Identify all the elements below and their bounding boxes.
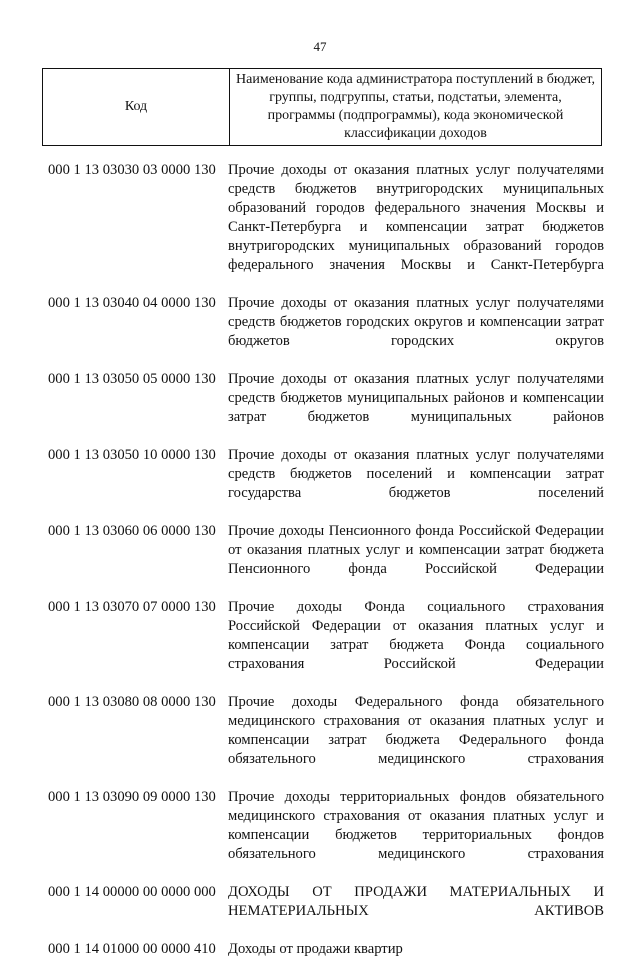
row-code: 000 1 13 03040 04 0000 130 [48,295,216,311]
row-code: 000 1 14 01000 00 0000 410 [48,941,216,957]
page-number: 47 [313,39,327,54]
row-code: 000 1 13 03090 09 0000 130 [48,789,216,805]
row-code: 000 1 13 03070 07 0000 130 [48,599,216,615]
table-header [42,68,602,146]
row-description: Доходы от продажи квартир [228,941,403,957]
row-description: Прочие доходы территориальных фондов обязательного медицинского страхования от оказания платных услуг и компенсации бюджетов территориальных фондов обязательного медицинского страхования [228,789,604,862]
row-description: Прочие доходы от оказания платных услуг получателями средств бюджетов внутригородских муниципальных образований городов федерального значения Москвы и Санкт-Петербурга и компенсации затрат бюджетов внутригородских муниципальных образований городов федерального значения Москвы и Санкт-Петербурга [228,162,604,273]
row-code: 000 1 13 03080 08 0000 130 [48,694,216,710]
table-row [48,693,604,788]
row-code: 000 1 13 03030 03 0000 130 [48,162,216,178]
table-row [48,883,604,940]
table-row [48,370,604,446]
classification-list [48,161,604,959]
table-row [48,788,604,883]
row-code: 000 1 13 03060 06 0000 130 [48,523,216,539]
table-row [48,522,604,598]
table-row [48,598,604,693]
table-row [48,940,604,959]
row-description: Прочие доходы от оказания платных услуг получателями средств бюджетов городских округов и компенсации затрат бюджетов городских округов [228,295,604,349]
row-description: Прочие доходы Фонда социального страхования Российской Федерации от оказания платных услуг и компенсации затрат бюджета Фонда социального страхования Российской Федерации [228,599,604,672]
row-description: Прочие доходы от оказания платных услуг получателями средств бюджетов муниципальных районов и компенсации затрат бюджетов муниципальных районов [228,371,604,425]
table-row [48,161,604,294]
row-description: ДОХОДЫ ОТ ПРОДАЖИ МАТЕРИАЛЬНЫХ И НЕМАТЕРИАЛЬНЫХ АКТИВОВ [228,884,604,919]
table-row [48,446,604,522]
row-code: 000 1 14 00000 00 0000 000 [48,884,216,900]
row-code: 000 1 13 03050 05 0000 130 [48,371,216,387]
row-description: Прочие доходы Федерального фонда обязательного медицинского страхования от оказания платных услуг и компенсации затрат бюджета Федерального фонда обязательного медицинского страхования [228,694,604,767]
row-code: 000 1 13 03050 10 0000 130 [48,447,216,463]
table-row [48,294,604,370]
row-description: Прочие доходы Пенсионного фонда Российской Федерации от оказания платных услуг и компенсации затрат бюджета Пенсионного фонда Российской Федерации [228,523,604,577]
name-column-header: Наименование кода администратора поступлений в бюджет, группы, подгруппы, статьи, подстатьи, элемента, программы (подпрограммы), кода экономической классификации доходов [230,69,602,146]
row-description: Прочие доходы от оказания платных услуг получателями средств бюджетов поселений и компенсации затрат государства бюджетов поселений [228,447,604,501]
code-column-header: Код [43,69,230,146]
